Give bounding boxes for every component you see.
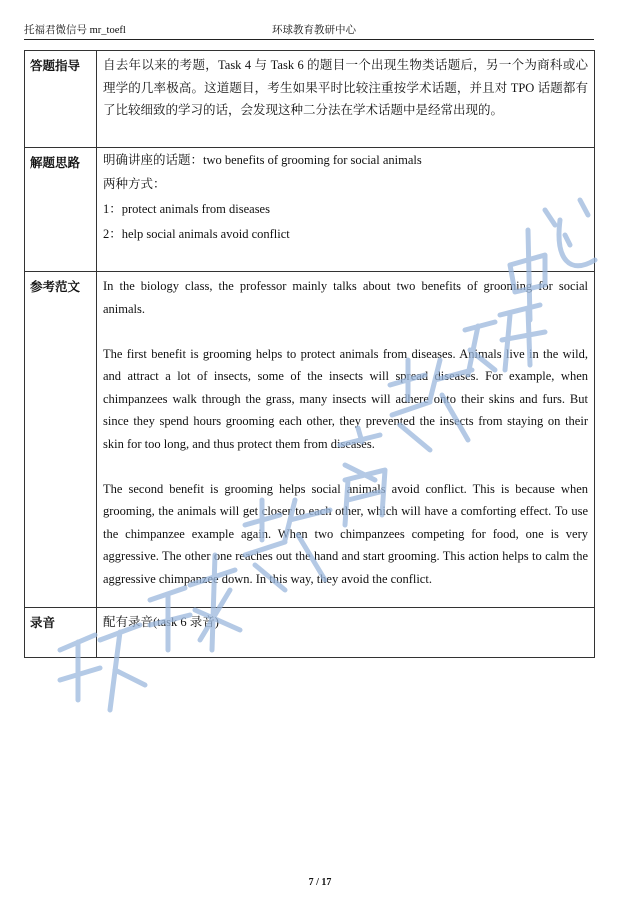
page-header <box>24 22 594 38</box>
audio-content <box>97 608 595 658</box>
sample-benefit-2-paragraph: The second benefit is grooming helps social animals avoid conflict. This is because when grooming, the animals will get closer to each other, which will have a comforting effect. To use the chimpanzee example again. When two chimpanzees competing for food, one is very aggressive. The other one reaches out the hand and start grooming. This action helps to calm the aggressive chimpanzee down. In this way, they avoid the conflict. <box>103 481 588 586</box>
page-number: 7 / 17 <box>308 877 332 888</box>
approach-content <box>97 148 595 272</box>
table-row-approach <box>25 148 595 272</box>
header-wechat-id: 托福君微信号 mr_toefl <box>24 25 126 36</box>
row-label: 录音 <box>25 608 97 658</box>
sample-answer-content <box>97 272 595 608</box>
answer-guide-table <box>24 50 595 658</box>
guidance-content <box>97 51 595 148</box>
paragraph-spacer <box>103 455 588 478</box>
approach-methods-line: 两种方式： <box>103 177 166 191</box>
paragraph-spacer <box>103 320 588 343</box>
table-row-sample-answer <box>25 272 595 608</box>
header-divider <box>24 39 594 40</box>
sample-benefit-1-paragraph: The first benefit is grooming helps to protect animals from diseases. Animals live in the wild, and attract a lot of insects, some of the insects will spread diseases. For example, when chimpanzees walk through the grass, many insects will adhere onto their skins and furs. But since they spend hours grooming each other, they prevented the insects from staying on their skin for too long, and thus protect them from diseases. <box>103 346 588 451</box>
table-row-audio <box>25 608 595 658</box>
approach-topic-line: 明确讲座的话题：two benefits of grooming for social animals <box>103 153 422 167</box>
row-label: 参考范文 <box>25 272 97 608</box>
guidance-paragraph: 自去年以来的考题，Task 4 与 Task 6 的题目一个出现生物类话题后，另一个为商科或心理学的几率极高。这道题目，考生如果平时比较注重按学术话题，并且对 TPO 话题都有了比较细致的学习的话，会发现这种二分法在学术话题中是经常出现的。 <box>103 58 588 117</box>
row-label: 解题思路 <box>25 148 97 272</box>
approach-point-2: 2：help social animals avoid conflict <box>103 227 290 241</box>
approach-point-1: 1：protect animals from diseases <box>103 202 270 216</box>
audio-note: 配有录音(task 6 录音) <box>103 615 219 629</box>
sample-intro-paragraph: In the biology class, the professor mainly talks about two benefits of grooming for social animals. <box>103 279 588 316</box>
table-row-guidance <box>25 51 595 148</box>
row-label: 答题指导 <box>25 51 97 148</box>
header-org-name: 环球教育教研中心 <box>272 25 356 36</box>
